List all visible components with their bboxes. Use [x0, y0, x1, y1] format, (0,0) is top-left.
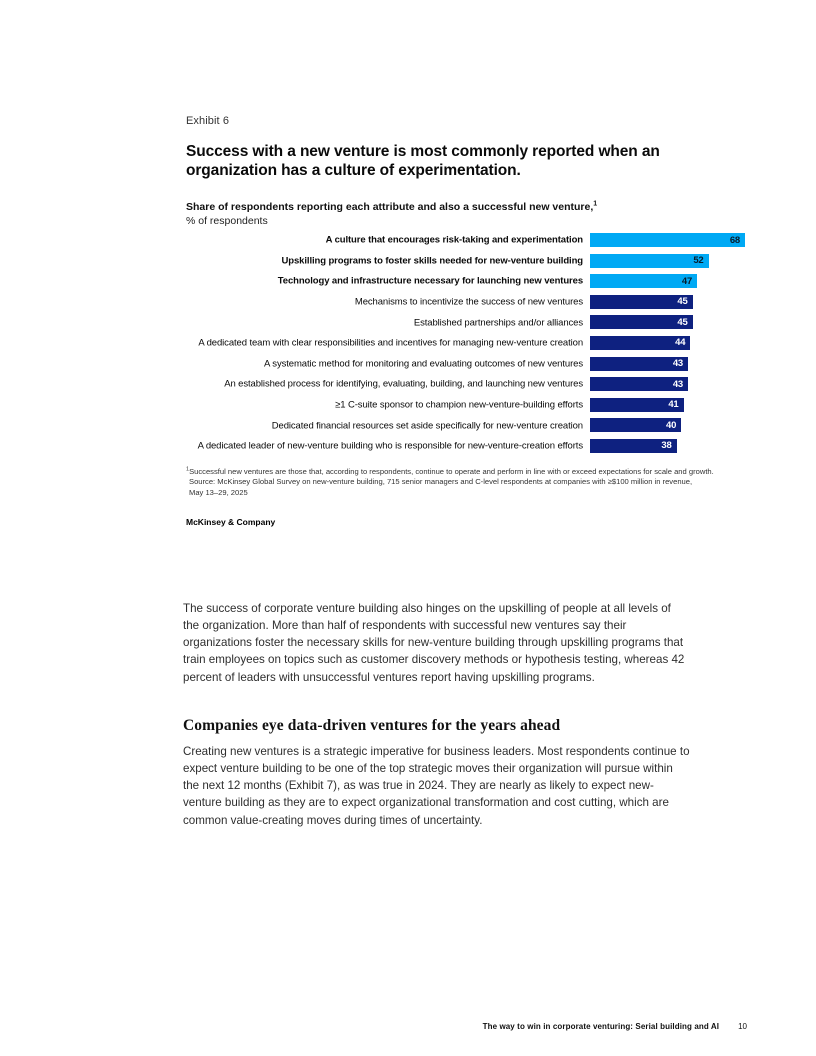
chart-subtitle-main — [186, 201, 746, 215]
bar-value-label: 38 — [661, 440, 672, 452]
bar-value-label: 44 — [675, 337, 686, 349]
bar-value-label: 45 — [677, 296, 688, 308]
chart-subtitle-text: Share of respondents reporting each attribute and also a successful new venture, — [186, 201, 594, 213]
chart-row — [186, 354, 746, 375]
bar — [590, 439, 677, 453]
chart-footnote — [186, 467, 752, 498]
bar — [590, 357, 688, 371]
bar-value-label: 45 — [677, 316, 688, 328]
running-footer-title: The way to win in corporate venturing: Serial building and AI — [482, 1022, 720, 1031]
bar — [590, 377, 688, 391]
footnote-text: Successful new ventures are those that, according to respondents, continue to operate and perform in line with or exceed expectations for scale and growth. — [189, 467, 714, 476]
bar — [590, 418, 681, 432]
body-paragraph-upskilling: The success of corporate venture building also hinges on the upskilling of people at all levels of the organization. More than half of respondents with successful new ventures say their organizations foster the necessary skills for new-venture building through upskilling programs that train employees on topics such as customer discovery methods or hypothesis testing, whereas 42 percent of leaders with unsuccessful ventures report having upskilling programs. — [183, 601, 685, 684]
bar — [590, 336, 690, 350]
page-number: 10 — [738, 1022, 747, 1031]
bar-value-label: 40 — [666, 419, 677, 431]
bar-category-label: A dedicated team with clear responsibilities and incentives for managing new-venture creation — [198, 337, 583, 349]
bar — [590, 274, 697, 288]
bar-category-label: A culture that encourages risk-taking and experimentation — [325, 234, 583, 246]
bar-category-label: ≥1 C-suite sponsor to champion new-venture-building efforts — [335, 399, 583, 411]
footnote-line — [186, 467, 752, 477]
bar — [590, 295, 693, 309]
chart-unit-label: % of respondents — [186, 214, 268, 227]
bar-category-label: Established partnerships and/or alliances — [413, 317, 583, 329]
chart-row — [186, 292, 746, 313]
footnote-date-line: May 13–29, 2025 — [189, 487, 248, 497]
exhibit-title: Success with a new venture is most commonly reported when an organization has a culture of experimentation. — [186, 143, 660, 179]
bar — [590, 254, 709, 268]
chart-row — [186, 374, 746, 395]
page-footer — [483, 1022, 747, 1031]
bar — [590, 315, 693, 329]
chart-row — [186, 271, 746, 292]
footnote-marker: 1 — [186, 466, 190, 473]
chart-row — [186, 312, 746, 333]
section-heading: Companies eye data-driven ventures for the years ahead — [183, 716, 561, 734]
chart-row — [186, 395, 746, 416]
bar-category-label: Upskilling programs to foster skills needed for new-venture building — [281, 255, 583, 267]
footnote-source-line: Source: McKinsey Global Survey on new-venture building, 715 senior managers and C-level respondents at companies with ≥$100 million in revenue, — [189, 477, 693, 487]
bar-value-label: 43 — [672, 378, 683, 390]
bar-chart-rows — [186, 230, 746, 457]
bar-value-label: 41 — [668, 399, 679, 411]
bar-category-label: Technology and infrastructure necessary for launching new ventures — [277, 275, 583, 287]
chart-row — [186, 436, 746, 457]
chart-row — [186, 251, 746, 272]
exhibit-label: Exhibit 6 — [186, 115, 230, 127]
bar-category-label: Mechanisms to incentivize the success of new ventures — [354, 296, 583, 308]
bar-category-label: A systematic method for monitoring and evaluating outcomes of new ventures — [264, 358, 583, 370]
chart-row — [186, 415, 746, 436]
bar — [590, 398, 684, 412]
bar-category-label: A dedicated leader of new-venture building who is responsible for new-venture-creation efforts — [197, 440, 583, 452]
chart-row — [186, 230, 746, 251]
bar-value-label: 68 — [729, 234, 740, 246]
mckinsey-brand-wordmark: McKinsey & Company — [186, 517, 276, 527]
chart-subtitle-footnote-marker: 1 — [593, 200, 598, 208]
bar-value-label: 47 — [681, 275, 693, 287]
bar-value-label: 52 — [693, 255, 704, 267]
chart-subtitle — [186, 201, 746, 228]
bar-category-label: An established process for identifying, evaluating, building, and launching new ventures — [224, 378, 583, 390]
bar-category-label: Dedicated financial resources set aside specifically for new-venture creation — [271, 420, 583, 432]
body-paragraph-outlook: Creating new ventures is a strategic imperative for business leaders. Most respondents continue to expect venture building to be one of the top strategic moves their organization will pursue within the next 12 months (Exhibit 7), as was true in 2024. They are nearly as likely to expect new-venture building as they are to expect organizational transformation and cost cutting, which are common value-creating moves during times of uncertainty. — [183, 744, 690, 827]
bar-chart — [186, 230, 746, 457]
bar-value-label: 43 — [672, 358, 683, 370]
bar — [590, 233, 745, 247]
chart-row — [186, 333, 746, 354]
